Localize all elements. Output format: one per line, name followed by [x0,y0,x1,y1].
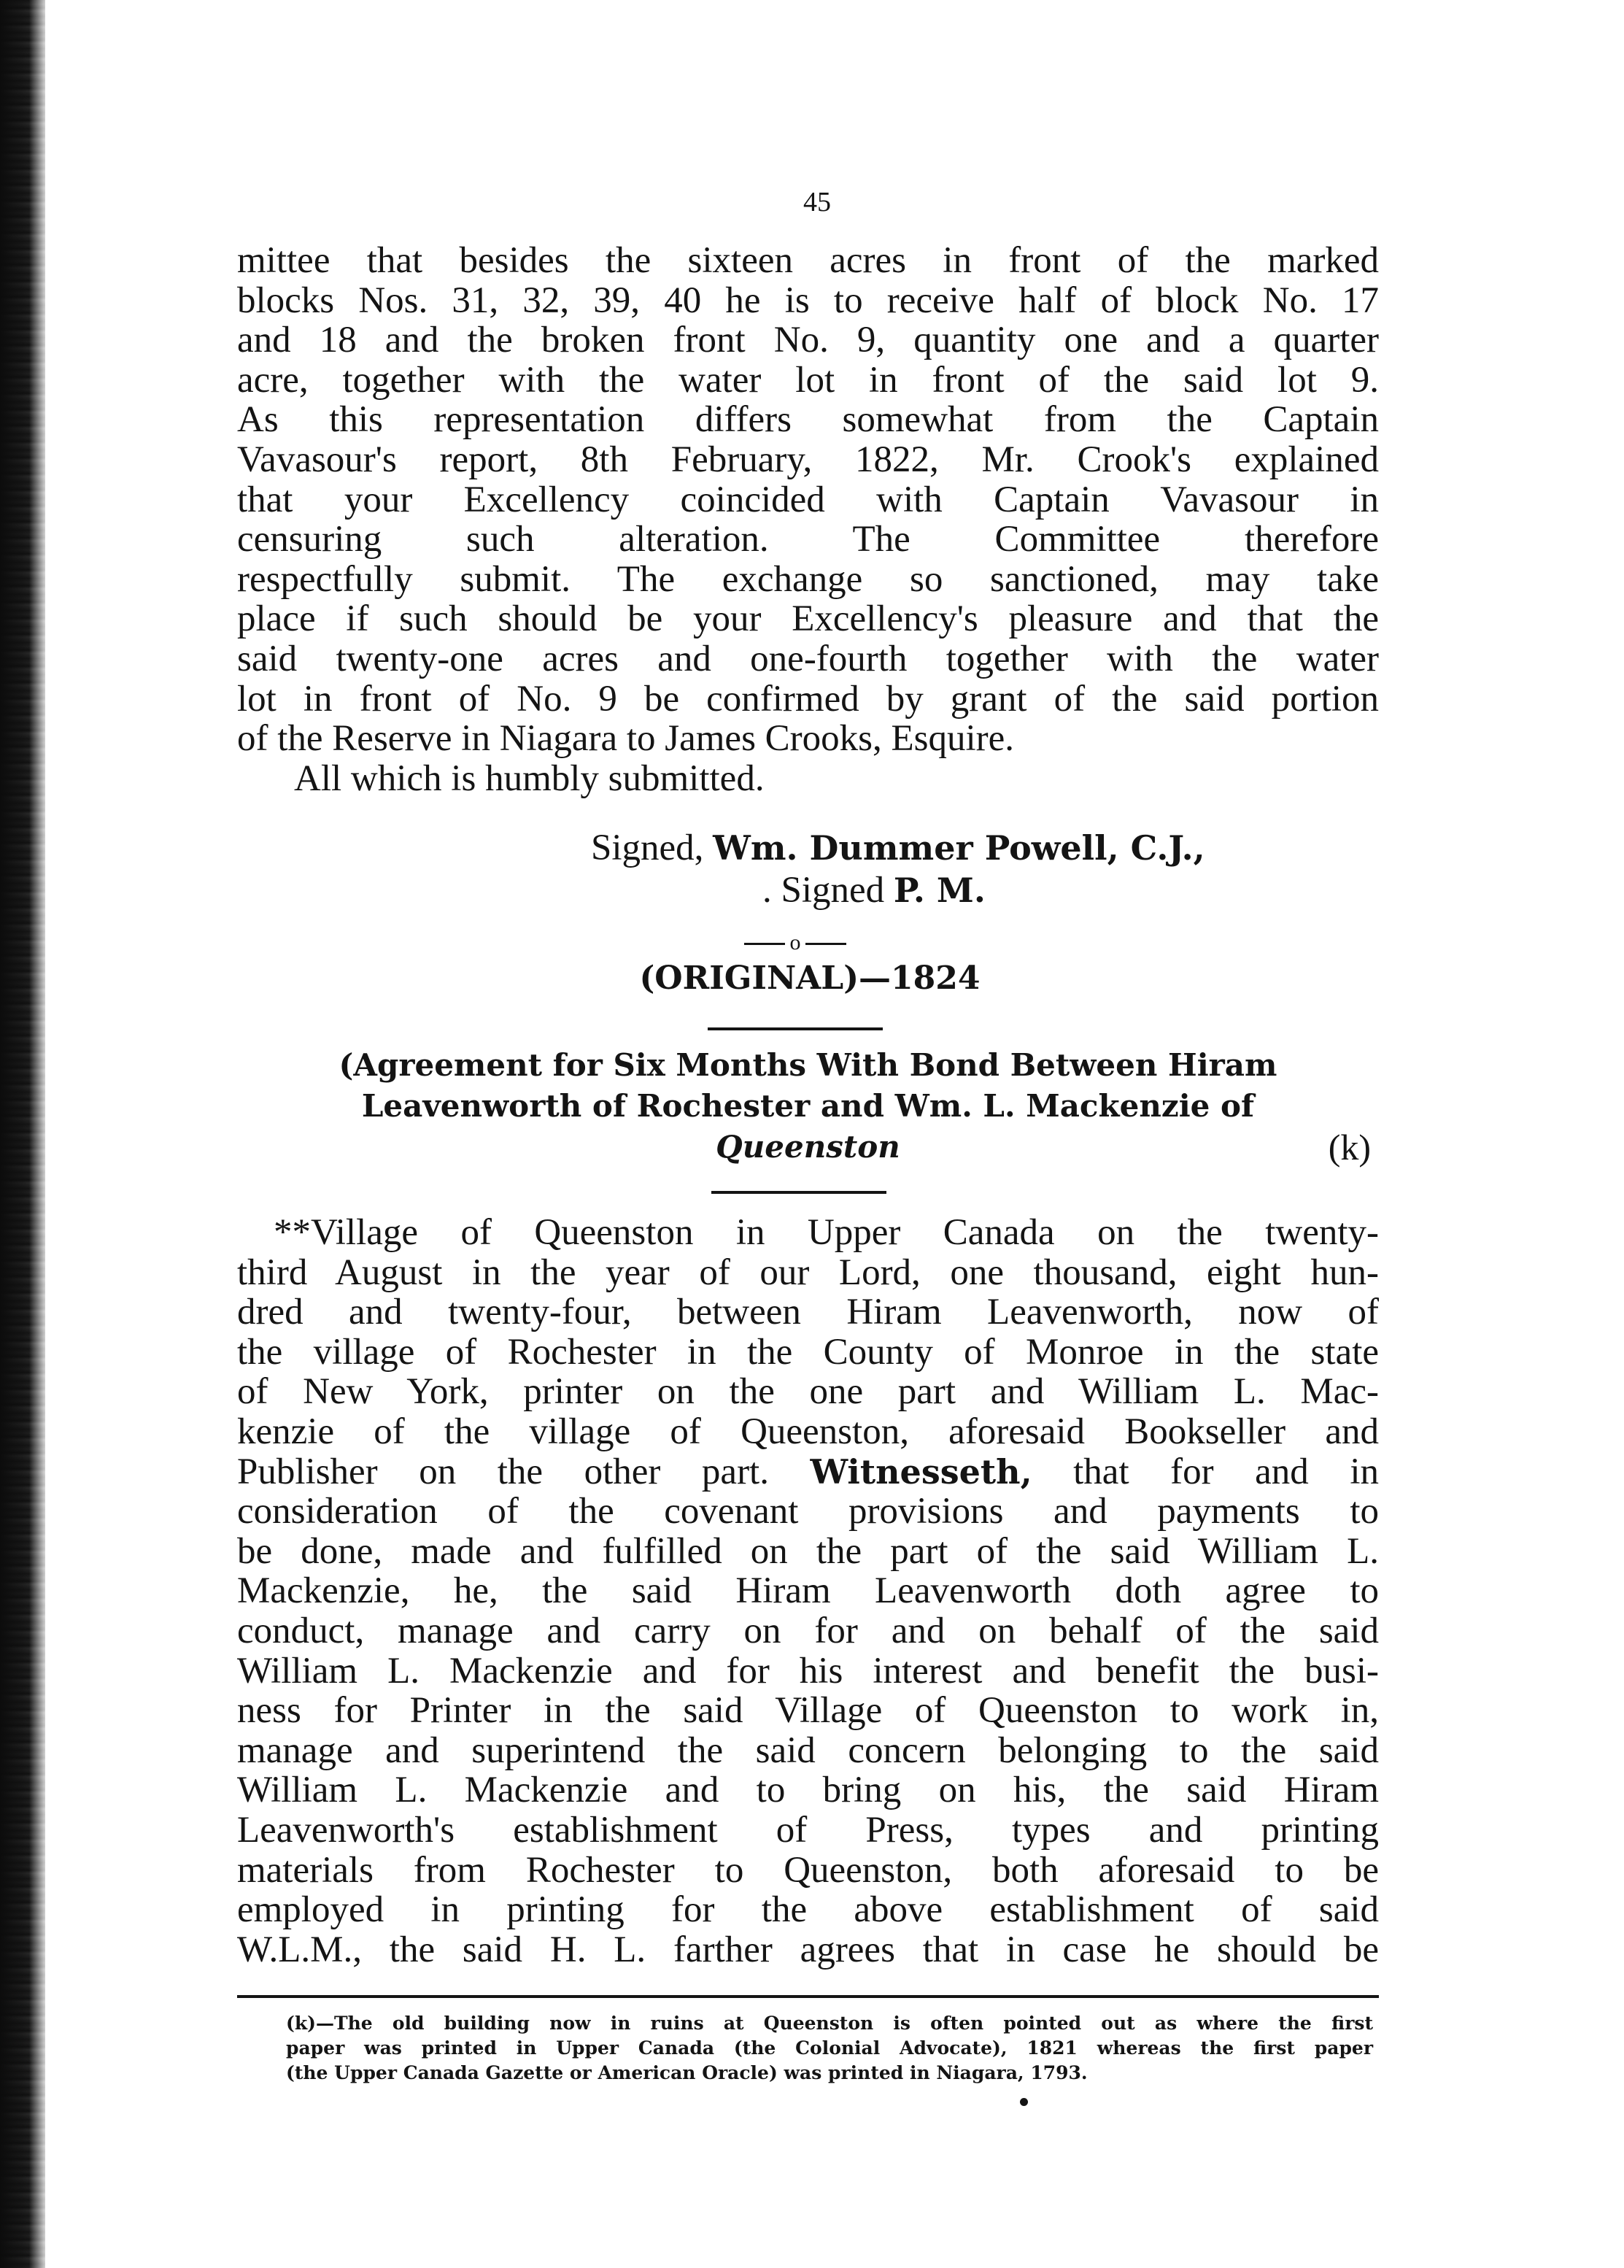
text-line: William L. Mackenzie and for his interest and benefit the busi- [237,1650,1379,1692]
text-line: materials from Rochester to Queenston, both aforesaid to be [237,1849,1379,1891]
page-number: 45 [803,187,831,217]
text-line: that your Excellency coincided with Captain Vavasour in [237,479,1379,520]
heading-rule-bottom [711,1191,886,1194]
text-line: Leavenworth's establishment of Press, types and printing [237,1809,1379,1851]
text-line: third August in the year of our Lord, one thousand, eight hun- [237,1251,1379,1293]
heading-rule-top [708,1027,883,1030]
text-line: employed in printing for the above establishment of said [237,1889,1379,1931]
footnote [286,2011,1373,2086]
text-line: kenzie of the village of Queenston, aforesaid Bookseller and [237,1411,1379,1452]
text-line: said twenty-one acres and one-fourth together with the water [237,638,1379,679]
text-line: place if such should be your Excellency's pleasure and that the [237,598,1379,640]
text-line: conduct, manage and carry on for and on behalf of the said [237,1610,1379,1651]
heading-line: (Agreement for Six Months With Bond Between Hiram [339,1047,1277,1083]
signature-name: Wm. Dummer Powell, C.J., [713,828,1205,868]
section-heading [241,1045,1375,1168]
text-line: As this representation differs somewhat from the Captain [237,399,1379,441]
text-line: mittee that besides the sixteen acres in front of the marked [237,240,1379,281]
footnote-line: (k)—The old building now in ruins at Queenston is often pointed out as where the first [286,2013,1373,2034]
text-fragment: that for and in [1073,1451,1380,1492]
original-label: (ORIGINAL)—1824 [639,960,981,997]
text-line: consideration of the covenant provisions and payments to [237,1491,1379,1532]
closing-line: All which is humbly submitted. [294,757,765,799]
text-line: William L. Mackenzie and to bring on his, the said Hiram [237,1770,1379,1811]
text-line: dred and twenty-four, between Hiram Leavenworth, now of [237,1292,1379,1333]
text-line [237,1452,1379,1492]
text-line: **Village of Queenston in Upper Canada on the twenty- [274,1212,1379,1253]
text-line: blocks Nos. 31, 32, 39, 40 he is to receive half of block No. 17 [237,279,1379,321]
text-line: manage and superintend the said concern belonging to the said [237,1729,1379,1771]
signature-powell [591,828,1205,868]
body-paragraph-1 [237,241,1379,798]
text-line: respectfully submit. The exchange so sanctioned, may take [237,558,1379,600]
body-paragraph-2 [237,1213,1379,1970]
heading-line: Leavenworth of Rochester and Wm. L. Mackenzie of [361,1088,1255,1124]
text-line: Vavasour's report, 8th February, 1822, Mr. Crook's explained [237,439,1379,480]
text-fragment: Publisher on the other part. [237,1451,769,1492]
heading-line [241,1127,1375,1168]
text-line: of the Reserve in Niagara to James Crooks, Esquire. [237,718,1015,760]
heading-place: Queenston [716,1129,900,1165]
text-line: acre, together with the water lot in front of the said lot 9. [237,359,1379,401]
signature-prefix: Signed, [591,828,704,868]
footnote-line: paper was printed in Upper Canada (the Colonial Advocate), 1821 whereas the first paper [286,2037,1373,2059]
text-line: be done, made and fulfilled on the part of the said William L. [237,1530,1379,1572]
signature-pm [762,870,986,911]
witnesseth-bold: Witnesseth, [810,1451,1032,1492]
signature-prefix: . Signed [762,870,885,911]
text-line: lot in front of No. 9 be confirmed by grant of the said portion [237,678,1379,720]
text-line: ness for Printer in the said Village of Queenston to work in, [237,1690,1379,1732]
footnote-reference: (k) [1328,1127,1371,1168]
text-line: and 18 and the broken front No. 9, quantity one and a quarter [237,320,1379,361]
text-line: of New York, printer on the one part and William L. Mac- [237,1371,1379,1413]
section-separator: o [744,928,846,957]
text-line: Mackenzie, he, the said Hiram Leavenworth doth agree to [237,1570,1379,1612]
signature-name: P. M. [893,871,986,910]
printer-mark-dot [1020,2098,1028,2106]
text-line: the village of Rochester in the County of Monroe in the state [237,1331,1379,1373]
text-line: censuring such alteration. The Committee therefore [237,519,1379,560]
scanned-page-edge-fade [29,0,48,2268]
footnote-line: (the Upper Canada Gazette or American Oracle) was printed in Niagara, 1793. [286,2062,1088,2083]
text-line: W.L.M., the said H. L. farther agrees that in case he should be [237,1929,1379,1970]
footnote-rule [237,1995,1379,1998]
